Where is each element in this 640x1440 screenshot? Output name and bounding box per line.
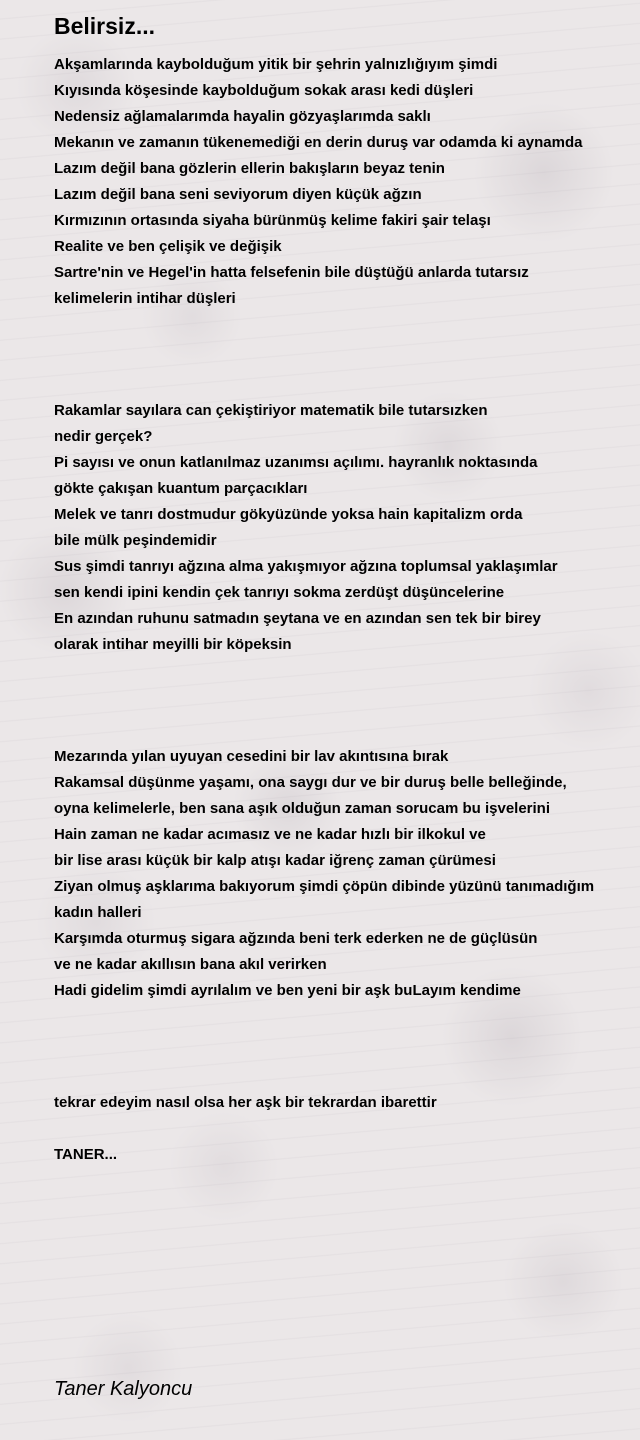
stanza-spacer — [54, 1004, 640, 1090]
poem-line: Ziyan olmuş aşklarıma bakıyorum şimdi çöpün dibinde yüzünü tanımadığım — [54, 878, 595, 895]
poem-line: Realite ve ben çelişik ve değişik — [54, 238, 282, 255]
poem-line: Lazım değil bana seni seviyorum diyen küçük ağzın — [54, 186, 422, 203]
poem-title: Belirsiz... — [54, 13, 155, 39]
poem-line: Pi sayısı ve onun katlanılmaz uzanımsı açılımı. hayranlık noktasında — [54, 454, 538, 471]
poem-line: Nedensiz ağlamalarımda hayalin gözyaşlarımda saklı — [54, 108, 431, 125]
poem-line: oyna kelimelerle, ben sana aşık olduğun zaman sorucam bu işvelerini — [54, 800, 551, 817]
poem-line: Mezarında yılan uyuyan cesedini bir lav akıntısına bırak — [54, 748, 449, 765]
stanza-spacer — [54, 658, 640, 744]
stanza-3 — [54, 744, 640, 1004]
stanza-spacer — [54, 1116, 640, 1142]
poem-line: Melek ve tanrı dostmudur gökyüzünde yoksa hain kapitalizm orda — [54, 506, 523, 523]
poem-line: gökte çakışan kuantum parçacıkları — [54, 480, 308, 497]
poem-line: Sus şimdi tanrıyı ağzına alma yakışmıyor ağzına toplumsal yaklaşımlar — [54, 558, 558, 575]
poem-line: sen kendi ipini kendin çek tanrıyı sokma zerdüşt düşüncelerine — [54, 584, 505, 601]
poem-line: Sartre'nin ve Hegel'in hatta felsefenin bile düştüğü anlarda tutarsız — [54, 264, 529, 281]
stanza-1 — [54, 52, 640, 312]
poem-line: kelimelerin intihar düşleri — [54, 290, 236, 307]
poem-line: Rakamlar sayılara can çekiştiriyor matematik bile tutarsızken — [54, 402, 488, 419]
poem-line: Lazım değil bana gözlerin ellerin bakışların beyaz tenin — [54, 160, 445, 177]
poem-line: Rakamsal düşünme yaşamı, ona saygı dur ve bir duruş belle belleğinde, — [54, 774, 567, 791]
poem-line: Hadi gidelim şimdi ayrılalım ve ben yeni bir aşk buLayım kendime — [54, 982, 521, 999]
poem-line: kadın halleri — [54, 904, 142, 921]
closing-line: tekrar edeyim nasıl olsa her aşk bir tekrardan ibarettir — [54, 1094, 437, 1111]
poem-line: En azından ruhunu satmadın şeytana ve en azından sen tek bir birey — [54, 610, 541, 627]
poem-signature: TANER... — [54, 1146, 118, 1163]
poem-line: bile mülk peşindemidir — [54, 532, 217, 549]
stanza-2 — [54, 398, 640, 658]
poem-line: Kırmızının ortasında siyaha bürünmüş kelime fakiri şair telaşı — [54, 212, 491, 229]
poem-line: ve ne kadar akıllısın bana akıl verirken — [54, 956, 327, 973]
poem-line: Akşamlarında kaybolduğum yitik bir şehrin yalnızlığıyım şimdi — [54, 56, 498, 73]
stanza-spacer — [54, 312, 640, 398]
poem-line: bir lise arası küçük bir kalp atışı kadar iğrenç zaman çürümesi — [54, 852, 496, 869]
poem-line: olarak intihar meyilli bir köpeksin — [54, 636, 292, 653]
poem-line: Hain zaman ne kadar acımasız ve ne kadar hızlı bir ilkokul ve — [54, 826, 486, 843]
poem-line: nedir gerçek? — [54, 428, 153, 445]
poem-line: Karşımda oturmuş sigara ağzında beni terk ederken ne de güçlüsün — [54, 930, 538, 947]
poem-line: Mekanın ve zamanın tükenemediği en derin duruş var odamda ki aynamda — [54, 134, 583, 151]
poem — [54, 10, 640, 1168]
author-name: Taner Kalyoncu — [54, 1378, 193, 1400]
poem-line: Kıyısında köşesinde kaybolduğum sokak arası kedi düşleri — [54, 82, 474, 99]
